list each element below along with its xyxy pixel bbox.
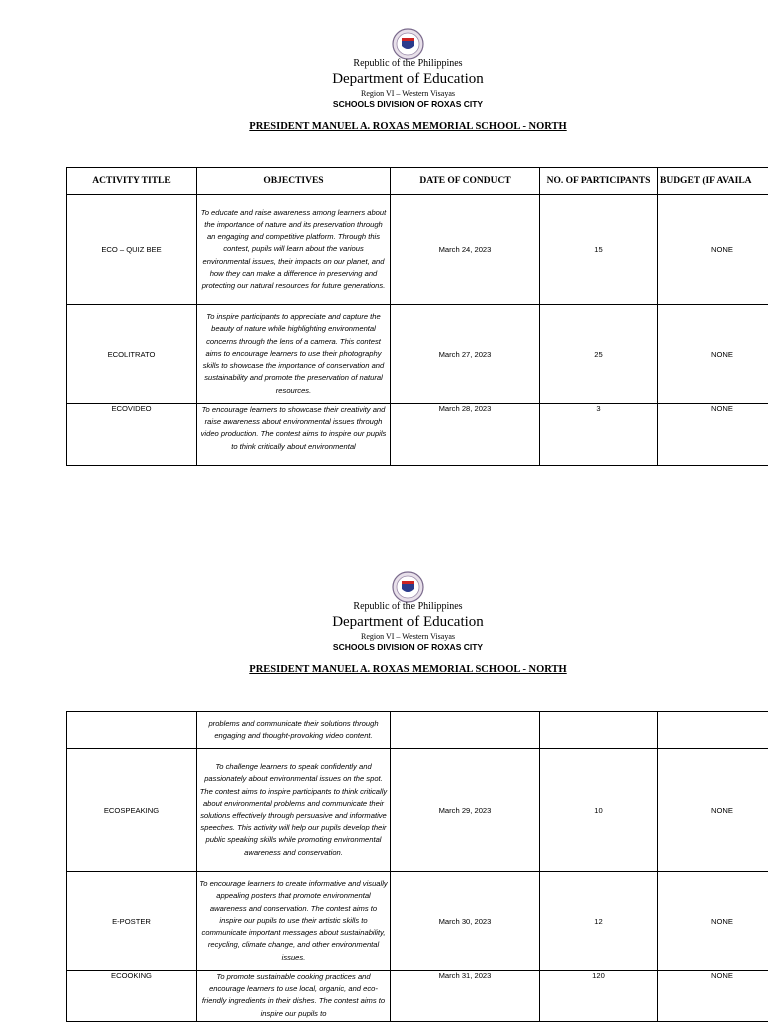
activity-objective (197, 404, 391, 466)
activity-title: E-POSTER (67, 872, 197, 971)
school-name: PRESIDENT MANUEL A. ROXAS MEMORIAL SCHOOL - NORTH (249, 664, 567, 675)
activity-table-continued (66, 711, 768, 1022)
activity-objective: To encourage learners to create informative and visually appealing posters that promote environmental awareness and conservation. The contest aims to inspire our pupils to use their artistic skills to communicate important messages about sustainability, recycling, climate change, and other environmental issues. (197, 872, 391, 971)
department-title: Department of Education (332, 71, 484, 87)
activity-participants: 3 (540, 404, 658, 466)
activity-objective-text: To encourage learners to showcase their creativity and raise awareness about environmental issues through video production. The contest aims to inspire our pupils to think critically about environmental (200, 405, 387, 451)
deped-seal-icon (392, 571, 424, 603)
activity-title (67, 712, 197, 749)
department-title: Department of Education (332, 614, 484, 630)
republic-line: Republic of the Philippines (353, 58, 463, 69)
school-name: PRESIDENT MANUEL A. ROXAS MEMORIAL SCHOOL - NORTH (249, 121, 567, 132)
table-row (67, 971, 768, 1022)
table-row (67, 872, 768, 971)
activity-date (391, 712, 540, 749)
activity-participants (540, 712, 658, 749)
activity-budget: NONE (658, 971, 768, 1022)
division-line: SCHOOLS DIVISION OF ROXAS CITY (332, 99, 484, 109)
table-row (67, 305, 768, 404)
table-row (67, 712, 768, 749)
activity-table (66, 167, 768, 466)
activity-budget: NONE (658, 749, 768, 872)
activity-objective (197, 971, 391, 1022)
column-header-activity: ACTIVITY TITLE (67, 168, 197, 195)
activity-participants: 10 (540, 749, 658, 872)
activity-objective-text: To promote sustainable cooking practices and encourage learners to use local, organic, and eco-friendly ingredients in their dishes. The contest aims to inspire our pupils to (201, 972, 386, 1018)
activity-date: March 30, 2023 (391, 872, 540, 971)
column-header-objectives: OBJECTIVES (197, 168, 391, 195)
activity-date: March 31, 2023 (391, 971, 540, 1022)
column-header-budget: BUDGET (IF AVAILA (658, 168, 768, 195)
table-header-row (67, 168, 768, 195)
table-row (67, 195, 768, 305)
activity-date: March 27, 2023 (391, 305, 540, 404)
activity-objective: To inspire participants to appreciate and capture the beauty of nature while highlighting environmental concerns through the lens of a camera. This contest aims to encourage learners to use their photography skills to showcase the importance of conservation and sustainability and promote the preservation of natural resources. (197, 305, 391, 404)
activity-title: ECOOKING (67, 971, 197, 1022)
activity-title: ECOSPEAKING (67, 749, 197, 872)
activity-objective: problems and communicate their solutions through engaging and thought-provoking video content. (197, 712, 391, 749)
activity-participants: 25 (540, 305, 658, 404)
column-header-participants: NO. OF PARTICIPANTS (540, 168, 658, 195)
activity-budget (658, 712, 768, 749)
activity-title: ECOVIDEO (67, 404, 197, 466)
division-line: SCHOOLS DIVISION OF ROXAS CITY (332, 642, 484, 652)
activity-budget: NONE (658, 305, 768, 404)
activity-date: March 28, 2023 (391, 404, 540, 466)
deped-seal-icon (392, 28, 424, 60)
activity-date: March 29, 2023 (391, 749, 540, 872)
activity-budget: NONE (658, 872, 768, 971)
activity-budget: NONE (658, 195, 768, 305)
activity-objective: To educate and raise awareness among learners about the importance of nature and its preservation through an engaging and competitive platform. Through this contest, pupils will learn about the various environmental issues, their impacts on our planet, and how they can make a difference in preserving and protecting our natural resources for future generations. (197, 195, 391, 305)
republic-line: Republic of the Philippines (353, 601, 463, 612)
activity-participants: 15 (540, 195, 658, 305)
activity-objective: To challenge learners to speak confidently and passionately about environmental issues on the spot. The contest aims to inspire participants to think critically about environmental problems and communicate their solutions effectively through persuasive and informative speeches. This activity will help our pupils develop their public speaking skills while promoting environmental awareness and conservation. (197, 749, 391, 872)
region-line: Region VI – Western Visayas (361, 89, 455, 98)
activity-participants: 120 (540, 971, 658, 1022)
activity-budget: NONE (658, 404, 768, 466)
region-line: Region VI – Western Visayas (361, 632, 455, 641)
activity-title: ECOLITRATO (67, 305, 197, 404)
activity-title: ECO – QUIZ BEE (67, 195, 197, 305)
activity-participants: 12 (540, 872, 658, 971)
table-row (67, 404, 768, 466)
column-header-date: DATE OF CONDUCT (391, 168, 540, 195)
table-row (67, 749, 768, 872)
activity-date: March 24, 2023 (391, 195, 540, 305)
